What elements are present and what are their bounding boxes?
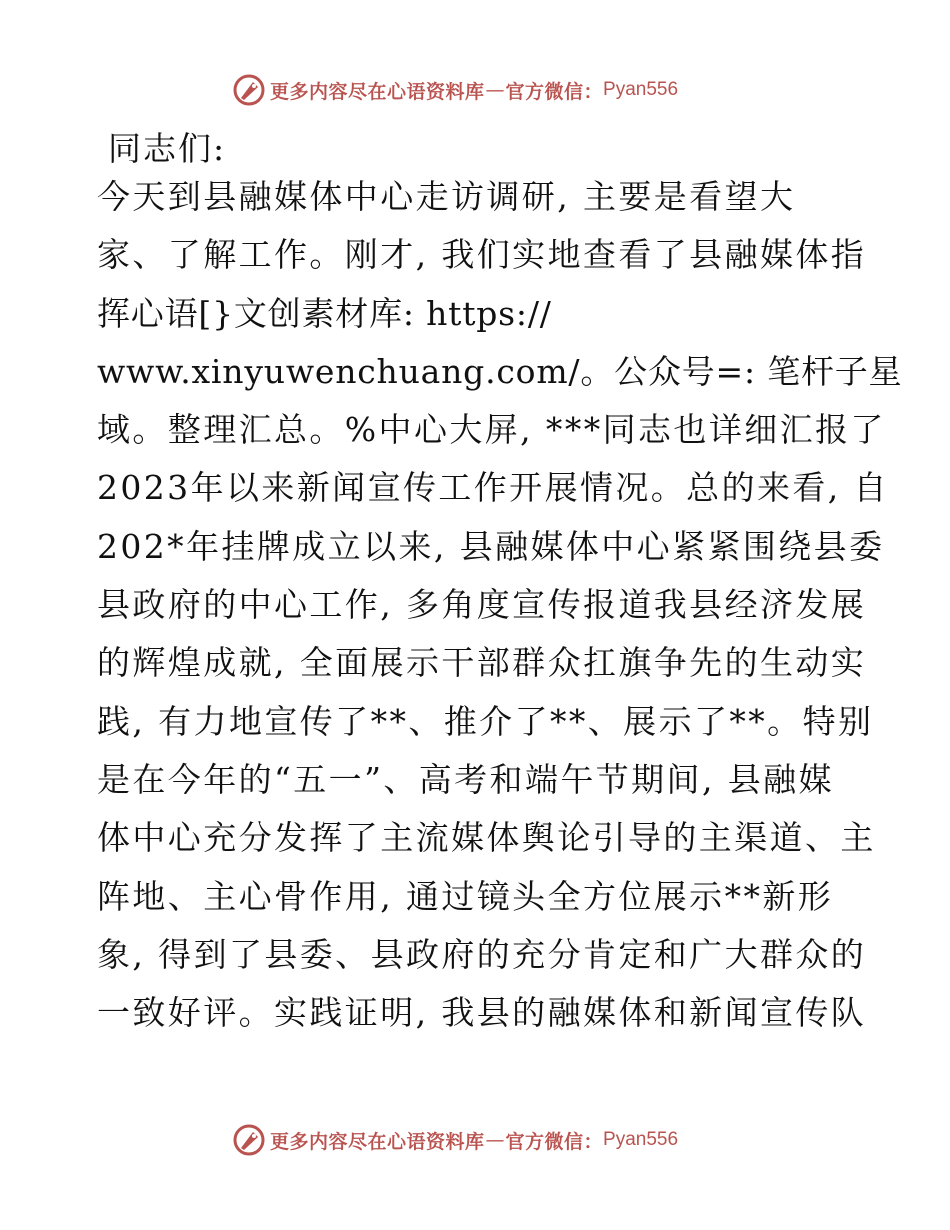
text-line: 是在今年的“五一”、高考和端午节期间, 县融媒 bbox=[97, 759, 834, 799]
text-line: 2023年以来新闻宣传工作开展情况。总的来看, 自 bbox=[97, 468, 889, 508]
pen-nib-logo-icon bbox=[232, 73, 266, 107]
watermark-handle: Pyan556 bbox=[603, 79, 679, 100]
text-line: 一致好评。实践证明, 我县的融媒体和新闻宣传队 bbox=[97, 993, 867, 1033]
text-line: www.xinyuwenchuang.com/。公众号=: 笔杆子星 bbox=[97, 351, 903, 391]
footer-watermark bbox=[232, 1122, 678, 1158]
text-line: 域。整理汇总。%中心大屏, ***同志也详细汇报了 bbox=[97, 410, 886, 450]
text-line: 体中心充分发挥了主流媒体舆论引导的主渠道、主 bbox=[97, 818, 876, 858]
watermark-handle: Pyan556 bbox=[603, 1129, 679, 1150]
watermark-separator: — bbox=[485, 1129, 505, 1151]
watermark-separator: — bbox=[485, 79, 505, 101]
text-line: 202*年挂牌成立以来, 县融媒体中心紧紧围绕县委 bbox=[97, 526, 885, 566]
text-line: 践, 有力地宣传了**、推介了**、展示了**。特别 bbox=[97, 701, 874, 741]
watermark-wechat-label: 官方微信： bbox=[505, 80, 604, 103]
text-line: 挥心语[}文创素材库: https:// bbox=[97, 293, 552, 333]
watermark-wechat-label: 官方微信： bbox=[505, 1130, 604, 1153]
text-line: 今天到县融媒体中心走访调研, 主要是看望大 bbox=[97, 177, 796, 216]
text-line: 县政府的中心工作, 多角度宣传报道我县经济发展 bbox=[97, 585, 867, 625]
watermark-text: 更多内容尽在心语资料库 bbox=[270, 80, 485, 103]
text-line: 家、了解工作。刚才, 我们实地查看了县融媒体指 bbox=[97, 235, 867, 275]
document-body bbox=[97, 168, 903, 1042]
header-watermark bbox=[232, 72, 678, 108]
watermark-text: 更多内容尽在心语资料库 bbox=[270, 1130, 485, 1153]
text-line: 象, 得到了县委、县政府的充分肯定和广大群众的 bbox=[97, 934, 867, 974]
text-line: 阵地、主心骨作用, 通过镜头全方位展示**新形 bbox=[97, 876, 834, 916]
text-line: 的辉煌成就, 全面展示干部群众扛旗争先的生动实 bbox=[97, 643, 867, 683]
pen-nib-logo-icon bbox=[232, 1123, 266, 1157]
salutation: 同志们: bbox=[108, 129, 227, 168]
